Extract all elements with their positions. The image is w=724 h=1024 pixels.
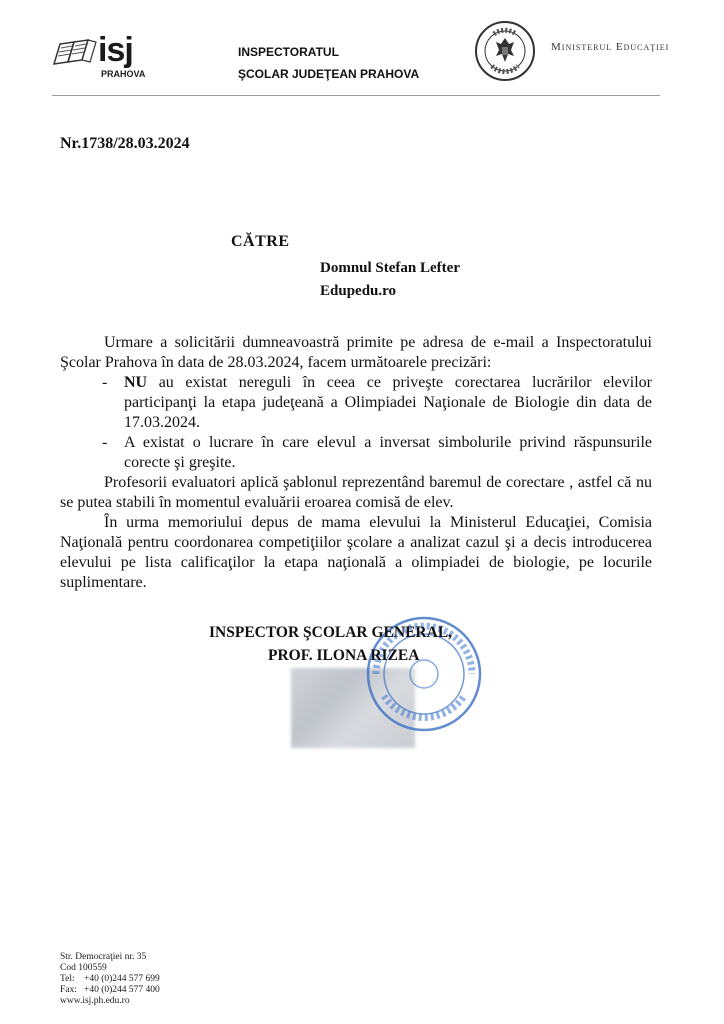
isj-logo-text: isj [98, 31, 133, 69]
statement-2-text: A existat o lucrare în care elevul a inversat simbolurile privind răspunsurile corecte şi greşite. [124, 434, 652, 471]
fax-value: +40 (0)244 577 400 [84, 985, 160, 995]
header-divider [52, 95, 660, 96]
statement-1-text: au existat nereguli în ceea ce priveşte corectarea lucrărilor elevilor participanţi la etapa judeţeană a Olimpiadei Naţionale de Biologie din data de 17.03.2024. [124, 374, 652, 431]
list-item [102, 433, 652, 473]
addressee-name: Domnul Stefan Lefter [320, 260, 460, 276]
signatory-title: INSPECTOR ŞCOLAR GENERAL, [209, 624, 453, 641]
footer-fax [60, 985, 160, 996]
registration-number: Nr.1738/28.03.2024 [60, 135, 190, 152]
institution-name [238, 41, 419, 85]
books-icon [52, 38, 98, 68]
footer-postal-code: Cod 100559 [60, 963, 107, 973]
government-seal-icon [474, 20, 536, 82]
to-label: CĂTRE [231, 233, 290, 250]
emphasis-no: NU [124, 374, 148, 391]
tel-label: Tel: [60, 974, 75, 984]
footer-website: www.isj.ph.edu.ro [60, 996, 130, 1006]
statements-list [60, 373, 652, 473]
list-item [102, 373, 652, 433]
addressee-organization: Edupedu.ro [320, 283, 397, 299]
addressee [320, 257, 460, 303]
tel-value: +40 (0)244 577 699 [84, 974, 160, 984]
contact-footer [60, 952, 160, 1007]
institution-line-1: INSPECTORATUL [238, 45, 339, 59]
evaluation-paragraph: Profesorii evaluatori aplică şablonul reprezentând baremul de corectare , astfel că nu se putea stabili în momentul evaluării eroarea comisă de elev. [60, 474, 652, 511]
ministry-name: Ministerul Educaţiei [551, 41, 670, 53]
signatory-name: PROF. ILONA RIZEA [268, 647, 420, 664]
intro-paragraph: Urmare a solicitării dumneavoastră primite pe adresa de e-mail a Inspectoratului Şcolar Prahova în data de 28.03.2024, facem următoarele precizări: [60, 334, 652, 371]
fax-label: Fax: [60, 985, 77, 995]
isj-logo-sub: PRAHOVA [101, 69, 146, 79]
letter-body [60, 333, 652, 593]
footer-street: Str. Democraţiei nr. 35 [60, 952, 147, 962]
institution-line-2: ŞCOLAR JUDEŢEAN PRAHOVA [238, 67, 420, 81]
isj-logo [52, 30, 172, 90]
decision-paragraph: În urma memoriului depus de mama elevului la Ministerul Educaţiei, Comisia Naţională pentru coordonarea competiţiilor şcolare a analizat cazul şi a decis introducerea elevului pe lista calificaţilor la etapa naţională a olimpiadei de biologie, pe locurile suplimentare. [60, 514, 652, 591]
footer-tel [60, 974, 160, 985]
